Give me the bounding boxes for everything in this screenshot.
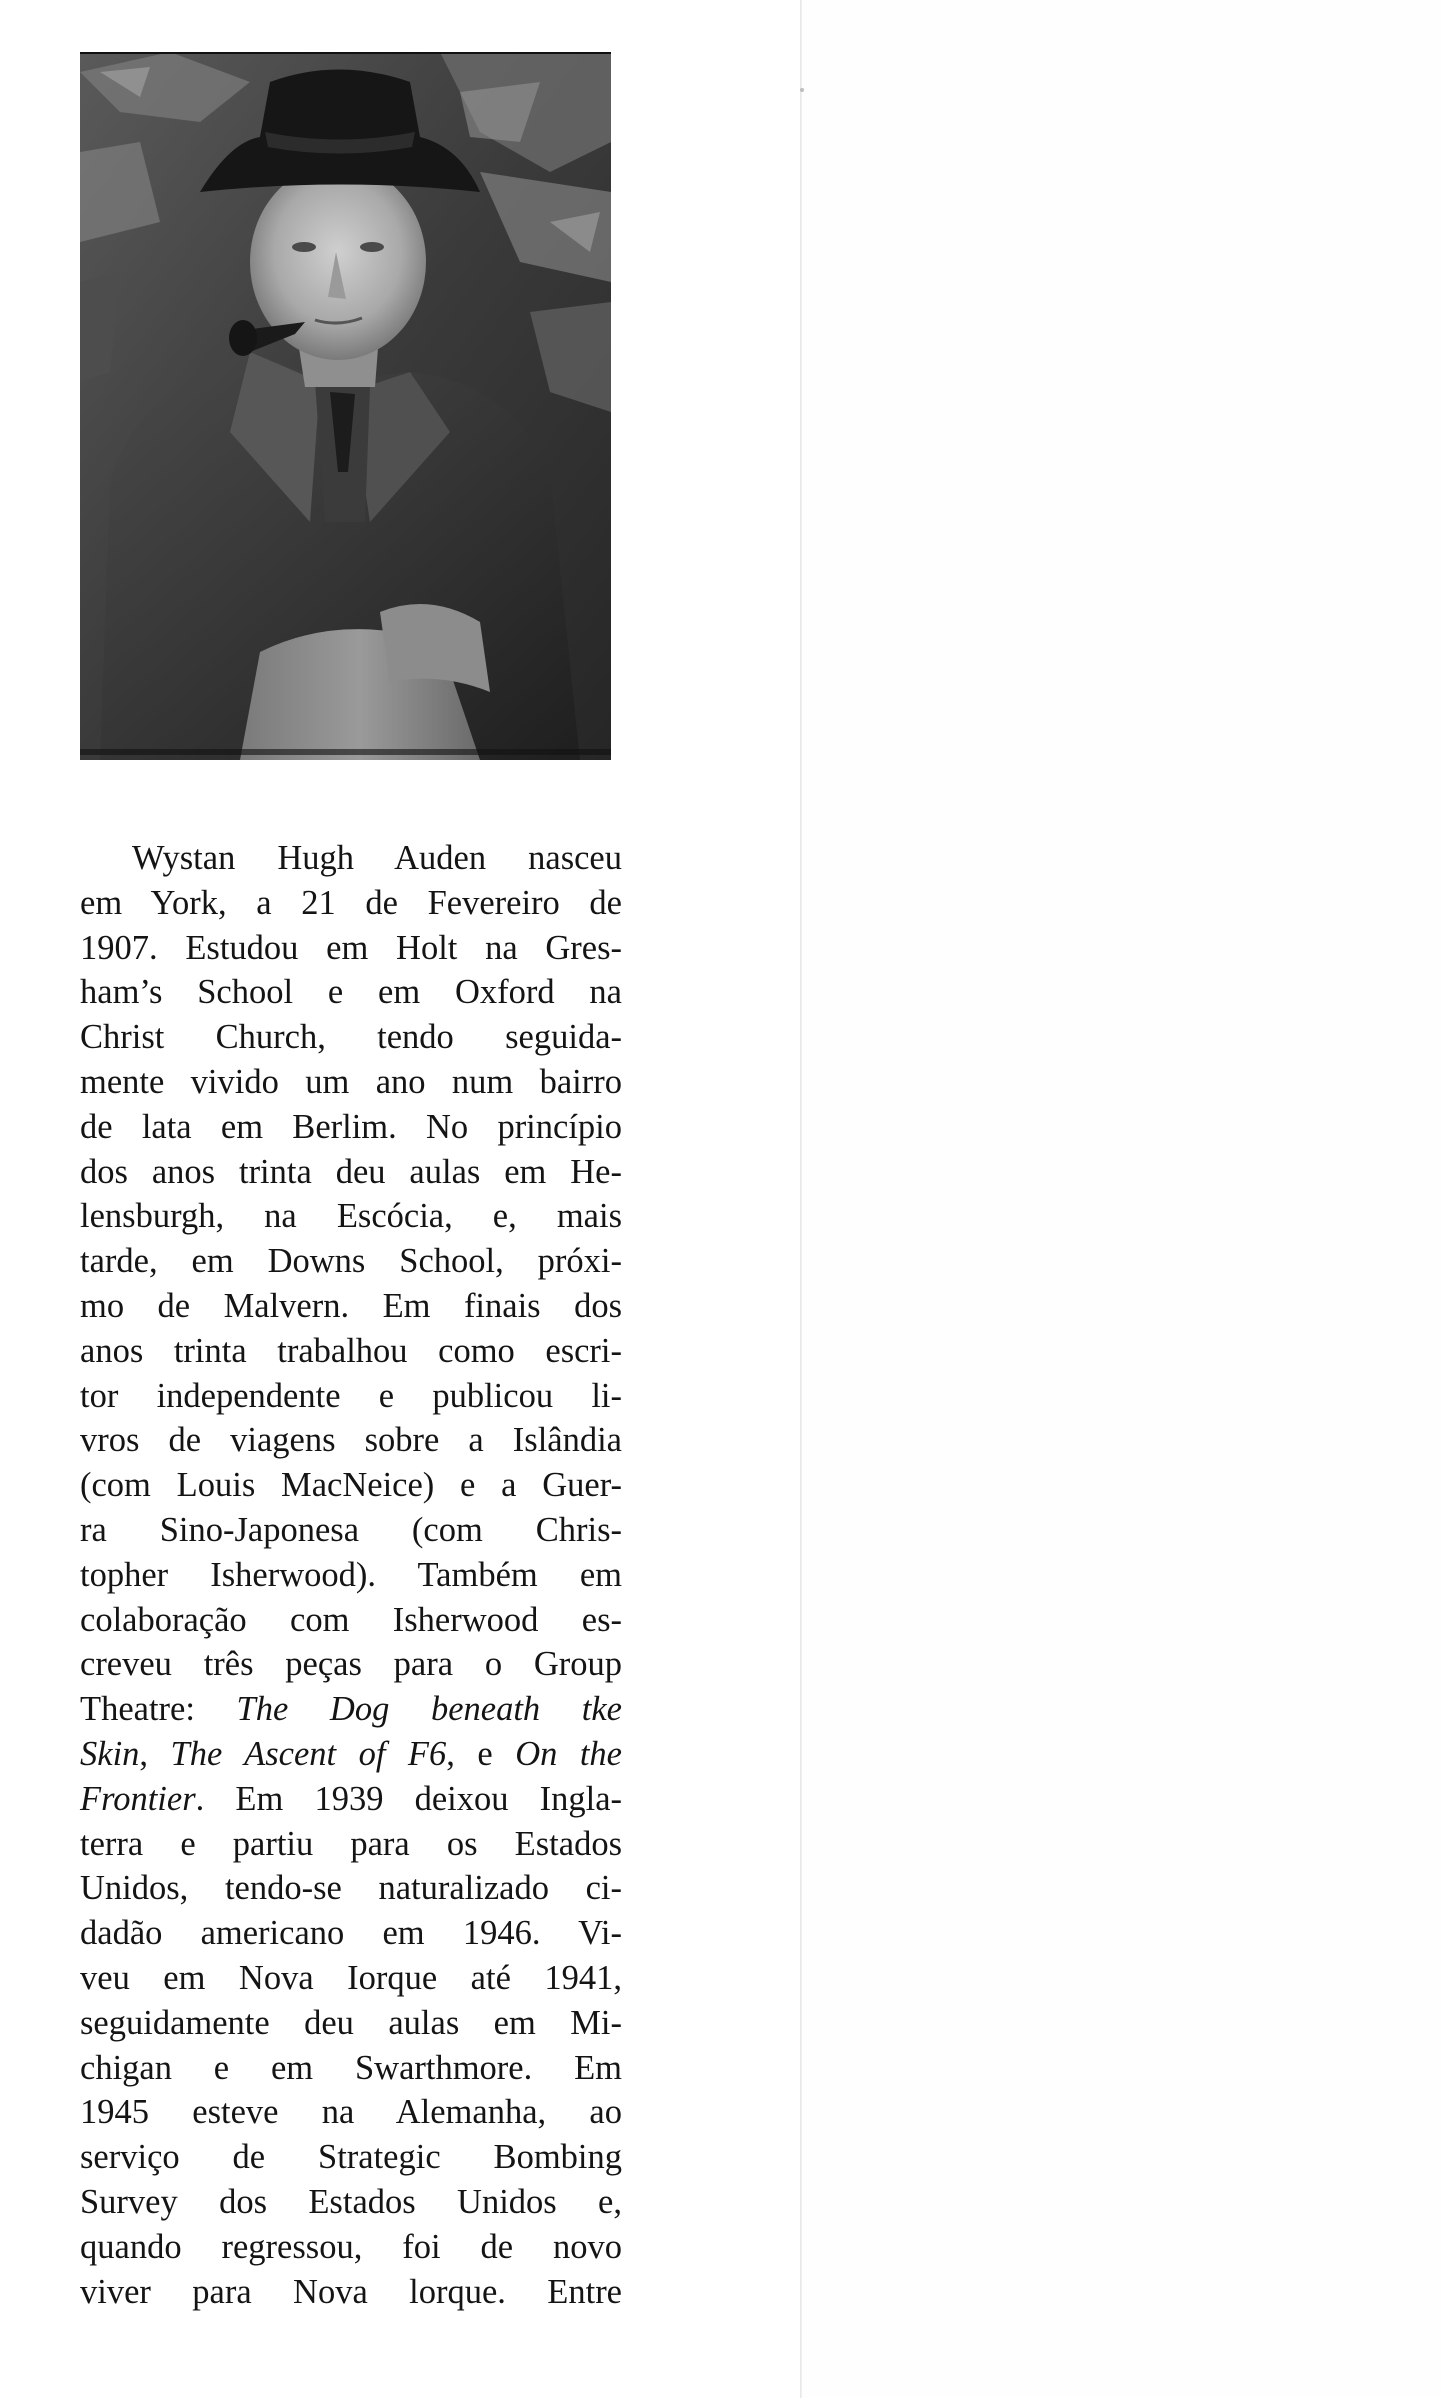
- bio-line: [80, 2090, 622, 2135]
- bio-text-run: ,: [139, 1734, 171, 1773]
- bio-text-run: creveu três peças para o Group: [80, 1645, 622, 1684]
- bio-text-run: terra e partiu para os Estados: [80, 1824, 622, 1863]
- bio-line: [80, 2180, 622, 2225]
- bio-line: [80, 1732, 622, 1777]
- bio-line: [80, 1822, 622, 1867]
- bio-line: [80, 2001, 622, 2046]
- bio-text-run: quando regressou, foi de novo: [80, 2227, 622, 2266]
- bio-text-run: dadão americano em 1946. Vi-: [80, 1914, 622, 1953]
- bio-line: [80, 2135, 622, 2180]
- bio-title-italic: The Dog beneath tke: [236, 1690, 622, 1729]
- bio-line: [80, 1463, 622, 1508]
- bio-text-run: veu em Nova Iorque até 1941,: [80, 1958, 622, 1997]
- bio-text-run: mo de Malvern. Em finais dos: [80, 1286, 622, 1325]
- bio-title-italic: Frontier: [80, 1779, 196, 1818]
- author-portrait-photo: [80, 52, 611, 760]
- bio-line: [80, 881, 622, 926]
- bio-line: [80, 1418, 622, 1463]
- bio-line: [80, 1194, 622, 1239]
- bio-title-italic: The Ascent of F6: [170, 1734, 447, 1773]
- bio-text-run: Theatre:: [80, 1690, 237, 1729]
- bio-text-run: 1945 esteve na Alemanha, ao: [80, 2093, 622, 2132]
- bio-line: [80, 1015, 622, 1060]
- bio-text-run: Unidos, tendo-se naturalizado ci-: [80, 1869, 622, 1908]
- bio-line: [80, 836, 622, 881]
- paper-speck: [800, 88, 804, 92]
- bio-line: [80, 926, 622, 971]
- bio-text-run: vros de viagens sobre a Islândia: [80, 1421, 622, 1460]
- bio-line: [80, 1911, 622, 1956]
- bio-line: [80, 1687, 622, 1732]
- bio-text-run: serviço de Strategic Bombing: [80, 2138, 622, 2177]
- bio-title-italic: On the: [515, 1734, 622, 1773]
- bio-line: [80, 1239, 622, 1284]
- bio-line: [80, 1060, 622, 1105]
- bio-text-run: de lata em Berlim. No princípio: [80, 1107, 622, 1146]
- bio-text-run: , e: [446, 1734, 516, 1773]
- bio-text-run: tor independente e publicou li-: [80, 1376, 622, 1415]
- bio-text-run: Christ Church, tendo seguida-: [80, 1018, 622, 1057]
- bio-line: [80, 2046, 622, 2091]
- bio-text-run: ra Sino-Japonesa (com Chris-: [80, 1510, 622, 1549]
- bio-line: [80, 1105, 622, 1150]
- bio-text-run: chigan e em Swarthmore. Em: [80, 2048, 622, 2087]
- bio-text-run: colaboração com Isherwood es-: [80, 1600, 622, 1639]
- bio-text-run: seguidamente deu aulas em Mi-: [80, 2003, 622, 2042]
- bio-text-run: topher Isherwood). Também em: [80, 1555, 622, 1594]
- bio-text-run: em York, a 21 de Fevereiro de: [80, 883, 622, 922]
- portrait-image: [80, 52, 611, 760]
- bio-line: [80, 1374, 622, 1419]
- bio-text-run: viver para Nova lorque. Entre: [80, 2272, 622, 2311]
- bio-line: [80, 1553, 622, 1598]
- bio-line: [80, 2225, 622, 2270]
- bio-line: [80, 1956, 622, 2001]
- bio-text-run: ham’s School e em Oxford na: [80, 973, 622, 1012]
- bio-text-run: mente vivido um ano num bairro: [80, 1062, 622, 1101]
- bio-title-italic: Skin: [80, 1734, 140, 1773]
- bio-text-run: Wystan Hugh Auden nasceu: [132, 839, 622, 877]
- bio-text-run: 1907. Estudou em Holt na Gres-: [80, 928, 622, 967]
- bio-text-run: tarde, em Downs School, próxi-: [80, 1242, 622, 1281]
- bio-line: [80, 1284, 622, 1329]
- bio-text-run: Survey dos Estados Unidos e,: [80, 2182, 622, 2221]
- blank-flap-area: [802, 0, 1441, 2398]
- bio-line: [80, 1866, 622, 1911]
- bio-line: [80, 1150, 622, 1195]
- bio-text-run: (com Louis MacNeice) e a Guer-: [80, 1466, 622, 1505]
- author-biography: [80, 836, 622, 2314]
- bio-line: [80, 1598, 622, 1643]
- bio-line: [80, 1642, 622, 1687]
- bio-text-run: lensburgh, na Escócia, e, mais: [80, 1197, 622, 1236]
- bio-line: [80, 970, 622, 1015]
- bio-line: [80, 1508, 622, 1553]
- bio-text-run: . Em 1939 deixou Ingla-: [195, 1779, 622, 1818]
- bio-line: [80, 2270, 622, 2315]
- bio-line: [80, 1777, 622, 1822]
- bio-text-run: anos trinta trabalhou como escri-: [80, 1331, 622, 1370]
- bio-line: [80, 1329, 622, 1374]
- bio-text-run: dos anos trinta deu aulas em He-: [80, 1152, 622, 1191]
